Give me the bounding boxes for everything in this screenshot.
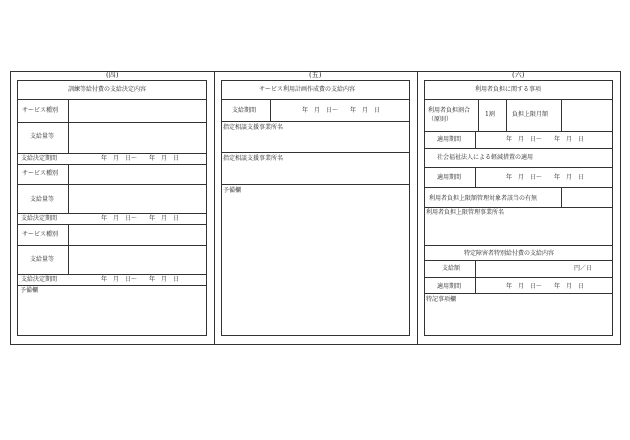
decision-period-label: 支給決定期間 — [21, 215, 58, 222]
remarks-label: 予備欄 — [20, 287, 39, 294]
cap-management-label: 利用者負担上限額管理対象者該当の有無 — [429, 195, 538, 202]
amount-label: 支給量等 — [30, 196, 55, 203]
payment-amount-label: 支給額 — [442, 265, 461, 272]
panel-5-frame — [221, 80, 410, 336]
cap-office-label: 利用者負担上限管理事業所名 — [426, 209, 505, 216]
burden-cap-label: 負担上限月額 — [512, 111, 549, 118]
applied-period-value: 年 月 日〜 年 月 日 — [506, 283, 585, 290]
remarks-label: 予備欄 — [223, 187, 242, 194]
payment-period-label: 支給期間 — [232, 107, 257, 114]
decision-period-value: 年 月 日〜 年 月 日 — [101, 215, 180, 222]
panel-number: (六) — [512, 71, 525, 79]
applied-period-value: 年 月 日〜 年 月 日 — [506, 136, 585, 143]
applied-period-value: 年 月 日〜 年 月 日 — [506, 174, 585, 181]
decision-period-label: 支給決定期間 — [21, 276, 58, 283]
applied-period-label: 適用期間 — [437, 283, 462, 290]
service-type-label: サービス種別 — [22, 170, 59, 177]
panel-4-frame — [17, 80, 207, 336]
panel-title: サービス利用計画作成費の支給内容 — [259, 86, 356, 93]
special-benefit-title: 特定障害者特別給付費の支給内容 — [464, 250, 555, 257]
service-type-label: サービス種別 — [22, 107, 59, 114]
panel-title: 訓練等給付費の支給決定内容 — [68, 86, 147, 93]
amount-label: 支給量等 — [30, 133, 55, 140]
decision-period-label: 支給決定期間 — [21, 155, 58, 162]
panel-divider — [214, 71, 215, 345]
amount-label: 支給量等 — [30, 256, 55, 263]
social-welfare-label: 社会福祉法人による軽減措置の適用 — [437, 154, 534, 161]
service-type-label: サービス種別 — [22, 231, 59, 238]
applied-period-label: 適用期間 — [437, 174, 462, 181]
payment-period-value: 年 月 日〜 年 月 日 — [302, 107, 381, 114]
consultation-office-label: 指定相談支援事業所名 — [223, 155, 284, 162]
decision-period-value: 年 月 日〜 年 月 日 — [101, 276, 180, 283]
payment-amount-value: 円／日 — [574, 265, 593, 272]
decision-period-value: 年 月 日〜 年 月 日 — [101, 155, 180, 162]
panel-number: (四) — [106, 71, 119, 79]
panel-divider — [417, 71, 418, 345]
panel-title: 利用者負担に関する事項 — [475, 86, 542, 93]
panel-number: (五) — [309, 71, 322, 79]
applied-period-label: 適用期間 — [437, 136, 462, 143]
notes-label: 特記事項欄 — [426, 296, 457, 303]
consultation-office-label: 指定相談支援事業所名 — [223, 124, 284, 131]
burden-ratio-label: 利用者負担割合（原則） — [428, 107, 471, 123]
burden-ratio-value: 1割 — [485, 111, 495, 118]
